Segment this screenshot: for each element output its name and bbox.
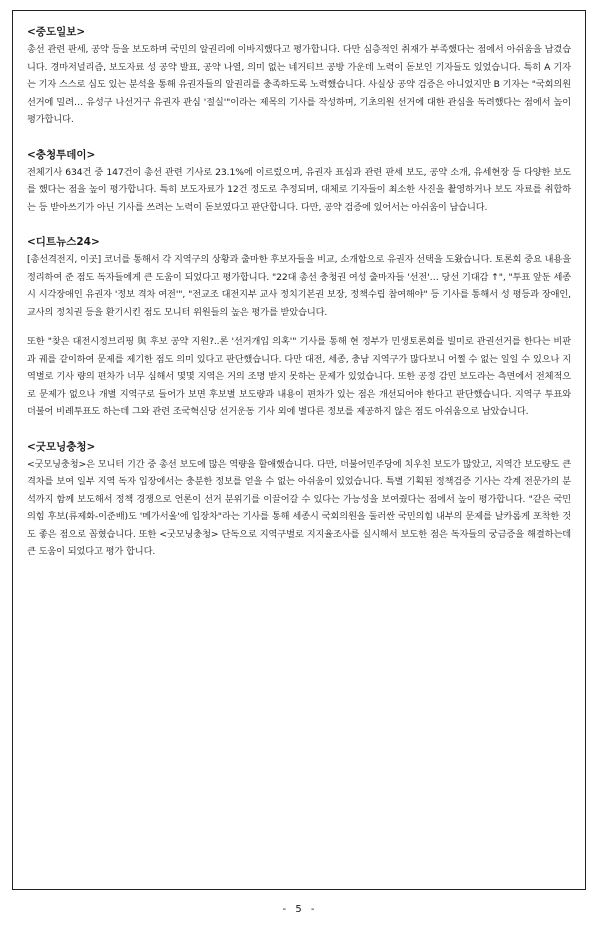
section-chungcheong-today: [27, 148, 571, 217]
section-paragraph: 또한 "찾은 대전시정브리핑 與 후보 공약 지원?..론 '선거개입 의혹'" 기사를 통해 현 정부가 민생토론회를 빌미로 관권선거를 한다는 비판과 궤를 같이하여 문제를 제기한 점도 의미 있다고 판단했습니다. 다만 대전, 세종, 충남 지역구가 많다보니 어쩔 수 없는 일일 수 있으나 지역별로 기사 량의 편차가 너무 심해서 몇몇 지역은 거의 조명 받지 못하는 문제가 있었습니다. 또한 공정 감민 보도라는 측면에서 전체적으로 문제가 없으나 개별 지역구로 들어가 보면 후보별 보도량과 내용이 편차가 있는 점은 개선되어야 한다고 판단했습니다. 지역구 투표와 더불어 비례투표도 하는데 그와 관련 조국혁신당 선거운동 기사 외에 별다른 정보를 제공하지 않은 점도 아쉬움으로 남았습니다.: [27, 336, 571, 417]
section-paragraph: [총선격전지, 이곳] 코너를 통해서 각 지역구의 상황과 출마한 후보자들을 비교, 소개함으로 유권자 선택을 도왔습니다. 토론회 중요 내용을 정리하여 준 점도 독자들에게 큰 도움이 되었다고 평가합니다. "22대 총선 충청권 여성 출마자들 '선전'… 당선 기대감 ↑", "투표 앞둔 세종시 시각장애인 유권자 '정보 격차 여전'", "전교조 대전지부 교사 정치기본권 보장, 정책수립 참여해야" 등 기사를 통해서 성 평등과 장애인, 교사의 정치권 등을 환기시킨 점도 모니터 위원들의 높은 평가를 받았습니다.: [27, 254, 571, 318]
section-title: <굿모닝충청>: [27, 440, 96, 453]
section-paragraph: 전체기사 634건 중 147건이 총선 관련 기사로 23.1%에 이르렀으며, 유권자 표심과 관련 판세 보도, 공약 소개, 유세현장 등 다양한 보도를 했다는 점을 높이 평가합니다. 특히 보도자료가 12건 정도로 추정되며, 대체로 기자들이 최소한 사진을 촬영하거나 보도 자료를 취합하는 등 받아쓰기가 아닌 기사를 쓰려는 노력이 돋보였다고 판단합니다. 다만, 공약 검증에 있어서는 아쉬움이 남습니다.: [27, 166, 571, 213]
section-dit-news24: [27, 235, 571, 421]
section-goodmorning-chungcheong: [27, 440, 571, 561]
section-paragraph: 총선 관련 판세, 공약 등을 보도하며 국민의 알권리에 이바지했다고 평가합니다. 다만 심층적인 취재가 부족했다는 점에서 아쉬움을 남겼습니다. 경마저널리즘, 보도자료 성 공약 발표, 공약 나열, 의미 없는 네거티브 공방 가운데 노력이 돋보인 기자들도 있었습니다. 특히 A 기자는 기자 스스로 심도 있는 분석을 통해 유권자들의 알권리를 충족하도록 노력했습니다. 사실상 공약 검증은 아니었지만 B 기자는 "국회의원 선거에 밀려… 유성구 나선거구 유권자 관심 '절실'"이라는 제목의 기사를 작성하며, 기초의원 선거에 대한 관심을 독려했다는 점에서 높이 평가합니다.: [27, 44, 571, 125]
section-title: <디트뉴스24>: [27, 236, 100, 248]
page-number: - 5 -: [282, 904, 318, 915]
section-title: <충청투데이>: [27, 148, 96, 161]
report-frame: [12, 10, 586, 890]
section-joongdo: [27, 25, 571, 129]
section-paragraph: <굿모닝충청>은 모니터 기간 중 총선 보도에 많은 역량을 할애했습니다. 다만, 더불어민주당에 치우친 보도가 많았고, 지역간 보도량도 큰 격차를 보여 일부 지역 독자 입장에서는 충분한 정보를 얻을 수 없는 아쉬움이 있었습니다. 특별 기획된 정책검증 기사는 각계 전문가의 분석까지 함께 보도해서 정책 경쟁으로 언론이 선거 분위기를 이끌어갈 수 있다는 가능성을 보여줬다는 점에서 높이 평가합니다. "같은 국민의힘 후보(류제화-이준배)도 '메가서울'에 입장차"라는 기사를 통해 세종시 국회의원을 둘러싼 국민의힘 내부의 문제를 날카롭게 포착한 것도 좋은 점으로 꼽혔습니다. 또한 <굿모닝충청> 단독으로 지역구별로 지지율조사를 실시해서 보도한 점은 독자들의 궁금증을 해결하는데 큰 도움이 되었다고 평가 합니다.: [27, 458, 571, 557]
section-title: <중도일보>: [27, 26, 86, 38]
